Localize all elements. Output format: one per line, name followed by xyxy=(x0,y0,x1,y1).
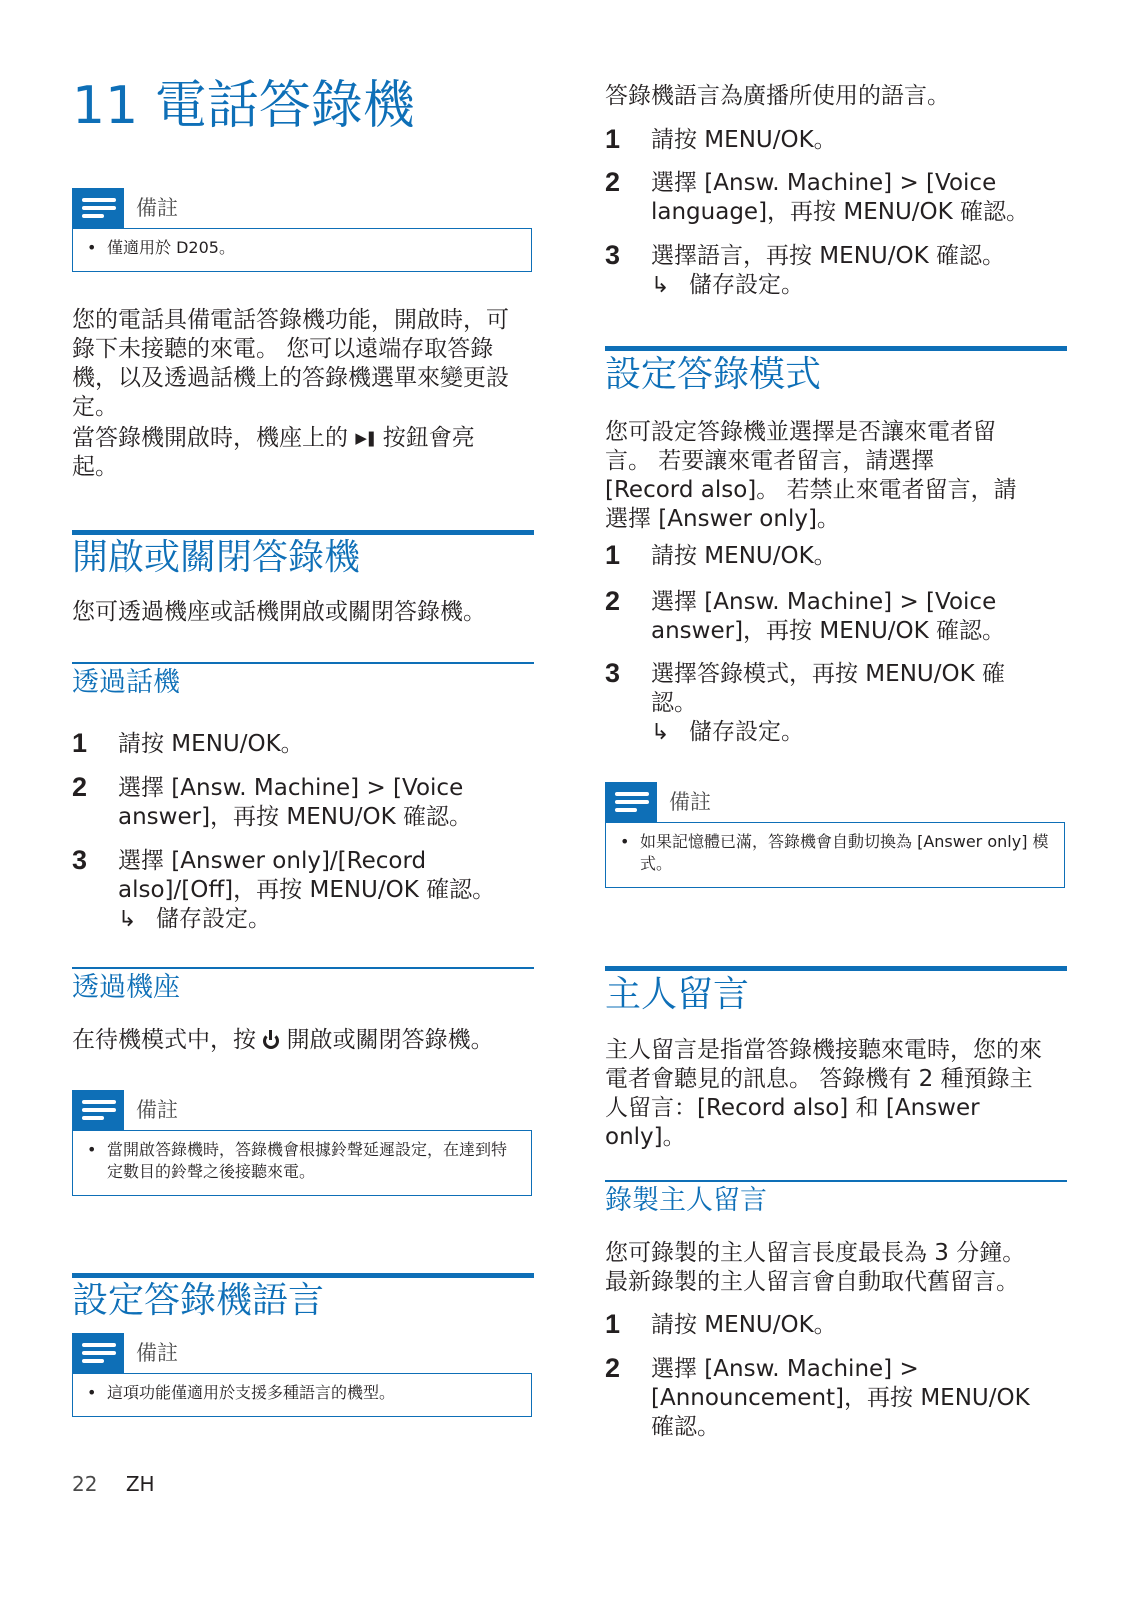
section-rule xyxy=(72,530,534,535)
result-arrow-icon: ↳ xyxy=(651,273,670,298)
step-result: ↳ 儲存設定。 xyxy=(118,906,271,932)
subsection-rule xyxy=(605,1180,1067,1182)
result-arrow-icon: ↳ xyxy=(651,720,670,745)
section-title-announcement: 主人留言 xyxy=(605,974,750,1015)
note-label: 備註 xyxy=(669,790,711,814)
subsection-title-base: 透過機座 xyxy=(72,972,180,1003)
language-code: ZH xyxy=(125,1472,155,1496)
note-text: 這項功能僅適用於支援多種語言的機型。 xyxy=(107,1383,396,1402)
note-icon xyxy=(72,1333,124,1373)
note-text: 僅適用於 D205。 xyxy=(107,238,235,257)
note-box: • 如果記憶體已滿，答錄機會自動切換為 [Answer only] 模式。 xyxy=(605,822,1065,888)
chapter-number: 11 xyxy=(72,76,139,136)
note-box: • 這項功能僅適用於支援多種語言的機型。 xyxy=(72,1373,532,1417)
language-intro: 答錄機語言為廣播所使用的語言。 xyxy=(605,83,950,109)
section-text-mode: 您可設定答錄機並選擇是否讓來電者留言。 若要讓來電者留言，請選擇 [Record also]。 若禁止來電者留言，請選擇 [Answer only]。 xyxy=(605,419,1017,532)
section-title-mode: 設定答錄模式 xyxy=(605,354,822,395)
section-title-onoff: 開啟或關閉答錄機 xyxy=(72,537,361,578)
record-description: 您可錄製的主人留言長度最長為 3 分鐘。最新錄製的主人留言會自動取代舊留言。 xyxy=(605,1240,1026,1295)
step-result: ↳ 儲存設定。 xyxy=(651,272,804,298)
page-number: 22 xyxy=(72,1472,98,1496)
section-rule xyxy=(605,346,1067,351)
note-label: 備註 xyxy=(136,196,178,220)
result-arrow-icon: ↳ xyxy=(118,907,137,932)
chapter-name: 電話答錄機 xyxy=(154,76,415,136)
step-result: ↳ 儲存設定。 xyxy=(651,719,804,745)
intro-paragraph-2: 當答錄機開啟時，機座上的 ▶❚ 按鈕會亮起。 xyxy=(72,425,475,480)
note-icon xyxy=(605,782,657,822)
base-instruction: 在待機模式中，按 開啟或關閉答錄機。 xyxy=(72,1027,494,1053)
section-text-announcement: 主人留言是指當答錄機接聽來電時，您的來電者會聽見的訊息。 答錄機有 2 種預錄主人留言：[Record also] 和 [Answer only]。 xyxy=(605,1037,1042,1150)
section-rule xyxy=(72,1273,534,1278)
page-footer xyxy=(72,1472,155,1496)
subsection-title-record: 錄製主人留言 xyxy=(605,1185,767,1216)
note-box: • 當開啟答錄機時，答錄機會根據鈴聲延遲設定，在達到特定數目的鈴聲之後接聽來電。 xyxy=(72,1130,532,1196)
intro-paragraph: 您的電話具備電話答錄機功能，開啟時，可錄下未接聽的來電。 您可以遠端存取答錄機，以及透過話機上的答錄機選單來變更設定。 xyxy=(72,307,509,420)
section-text-onoff: 您可透過機座或話機開啟或關閉答錄機。 xyxy=(72,599,486,625)
play-pause-icon: ▶❚ xyxy=(355,429,376,447)
subsection-rule xyxy=(72,662,534,664)
section-rule xyxy=(605,966,1067,971)
note-box: • 僅適用於 D205。 xyxy=(72,228,532,272)
note-icon xyxy=(72,1090,124,1130)
note-label: 備註 xyxy=(136,1341,178,1365)
chapter-title xyxy=(72,76,415,136)
section-title-language: 設定答錄機語言 xyxy=(72,1280,325,1321)
note-text: 當開啟答錄機時，答錄機會根據鈴聲延遲設定，在達到特定數目的鈴聲之後接聽來電。 xyxy=(107,1140,508,1181)
subsection-title-handset: 透過話機 xyxy=(72,667,180,698)
note-icon xyxy=(72,188,124,228)
note-label: 備註 xyxy=(136,1098,178,1122)
note-text: 如果記憶體已滿，答錄機會自動切換為 [Answer only] 模式。 xyxy=(640,832,1049,873)
subsection-rule xyxy=(72,967,534,969)
power-icon xyxy=(263,1033,279,1049)
